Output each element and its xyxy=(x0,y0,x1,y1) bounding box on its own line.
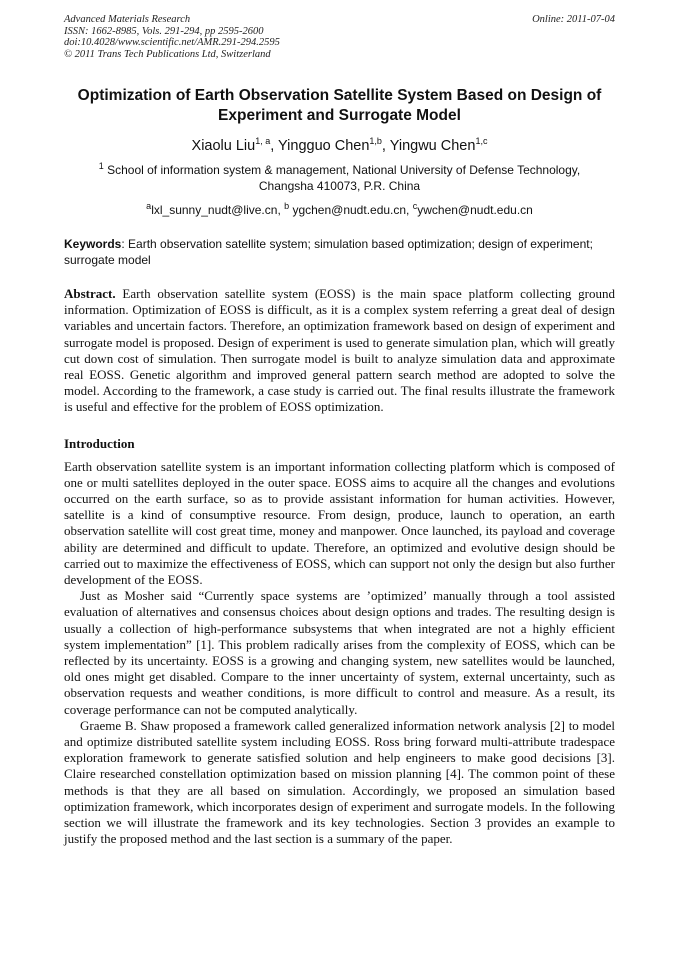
journal-info xyxy=(64,14,280,60)
author-name: Yingwu Chen xyxy=(389,138,476,154)
online-date: Online: 2011-07-04 xyxy=(532,14,615,25)
keywords-label: Keywords xyxy=(64,237,122,251)
affiliation-mark: 1 xyxy=(98,161,104,171)
journal-doi: doi:10.4028/www.scientific.net/AMR.291-294.2595 xyxy=(64,37,280,48)
keywords-text: : Earth observation satellite system; simulation based optimization; design of experiment; surrogate model xyxy=(64,237,593,267)
abstract-text: Earth observation satellite system (EOSS) is the main space platform collecting ground information. Optimization of EOSS is difficult, as it is a complex system referring a great deal of design variables and uncertain factors. Therefore, an optimization framework based on design of experiment and surrogate model is proposed. Design of experiment is used to generate simulation plan, which will greatly cut down cost of simulation. Then surrogate model is built to analyze simulation data and approximate real EOSS. Genetic algorithm and improved general pattern search method are adopted to solve the model. According to the framework, a case study is carried out. The final results illustrate the framework is useful and effective for the problem of EOSS optimization. xyxy=(64,286,615,415)
author-affiliation-mark: 1,c xyxy=(475,136,488,147)
email-mark: a xyxy=(146,201,152,211)
section-heading-introduction: Introduction xyxy=(64,435,135,451)
email-address: ygchen@nudt.edu.cn, xyxy=(289,203,413,217)
journal-header xyxy=(64,14,615,60)
abstract-label: Abstract. xyxy=(64,286,116,301)
keywords xyxy=(64,236,615,268)
introduction-body xyxy=(64,459,615,848)
affiliation-line xyxy=(64,162,615,178)
journal-copyright: © 2011 Trans Tech Publications Ltd, Switzerland xyxy=(64,48,271,60)
paper-title: Optimization of Earth Observation Satellite System Based on Design of Experiment and Surrogate Model xyxy=(77,87,602,124)
author-separator: , xyxy=(381,138,390,154)
email-address: ywchen@nudt.edu.cn xyxy=(417,203,533,217)
abstract xyxy=(64,286,615,416)
paragraph: Just as Mosher said “Currently space systems are ’optimized’ manually through a tool assisted evaluation of alternatives and consensus choices about design options and trades. The resulting design is usually a collection of high-performance subsystems that when integrated are not a highly efficient system implementation” [1]. This problem radically arises from the complexity of EOSS, which can be reflected by its uncertainty. EOSS is a growing and changing system, new satellites would be launched, old ones might get disabled. Compare to the inner uncertainty of system, external uncertainty, such as observation requests and weather conditions, is more difficult to control and measure. As a result, its coverage performance can not be computed analytically. xyxy=(64,588,615,717)
author-affiliation-mark: 1, a xyxy=(255,136,271,147)
paragraph: Graeme B. Shaw proposed a framework called generalized information network analysis [2] to model and optimize distributed satellite system including EOSS. Ross bring forward multi-attribute tradespace exploration framework to generate satisfied solution and help engineers to make good decisions [3]. Claire researched constellation optimization based on mission planning [4]. The common point of these methods is that they are all based on simulation. Accordingly, we proposed an simulation based optimization framework, which incorporates design of experiment and surrogate models. In the following section we will illustrate the framework and its key technologies. Section 3 provides an example to justify the proposed method and the last section is a summary of the paper. xyxy=(64,717,615,847)
journal-issn: ISSN: 1662-8985, Vols. 291-294, pp 2595-2600 xyxy=(64,25,264,37)
author-name: Yingguo Chen xyxy=(278,138,370,154)
journal-name: Advanced Materials Research xyxy=(64,14,191,25)
affiliation-text: School of information system & management, National University of Defense Technology, xyxy=(103,163,581,177)
email-mark: b xyxy=(284,201,290,211)
affiliation xyxy=(64,162,615,194)
author-list xyxy=(64,136,615,156)
paper-page xyxy=(64,14,615,848)
author-name: Xiaolu Liu xyxy=(191,138,256,154)
affiliation-city: Changsha 410073, P.R. China xyxy=(258,179,421,193)
paragraph: Earth observation satellite system is an important information collecting platform which is composed of one or multi satellites deployed in the outer space. EOSS aims to acquire all the changes and evolutions occurred on the earth surface, so as to provide assistant information for human activities. However, satellite is a kind of consumptive resource. From design, produce, launch to operation, an earth observation satellite will cost great time, money and manpower. Once launched, its payload and coverage ability are determined and difficult to update. Therefore, an optimized and evolutive design should be carried out to maximize the effectiveness of EOSS, which can support not only the design but also further development of the EOSS. xyxy=(64,458,615,588)
author-emails xyxy=(64,202,615,218)
email-address: lxl_sunny_nudt@live.cn, xyxy=(151,203,285,217)
author-separator: , xyxy=(270,138,279,154)
email-mark: c xyxy=(412,201,418,211)
author-affiliation-mark: 1,b xyxy=(369,136,382,147)
